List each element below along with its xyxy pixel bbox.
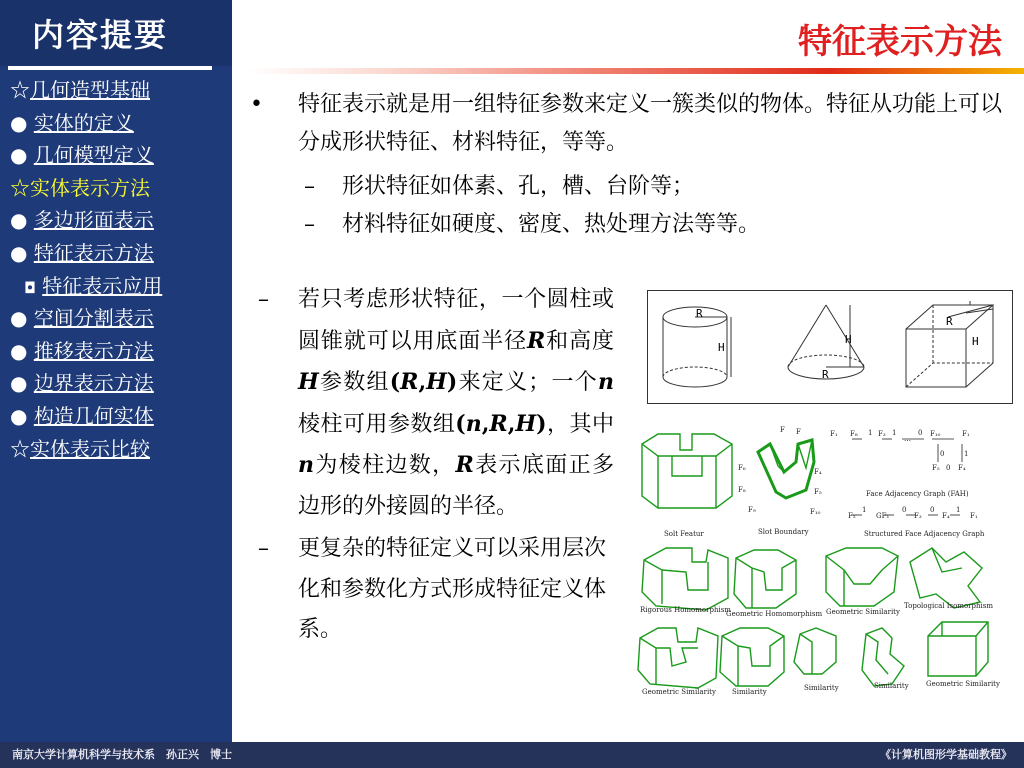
face-label: F₄ — [942, 512, 950, 520]
sidebar — [0, 0, 232, 742]
face-label: F₁ — [970, 512, 978, 520]
paren: ( — [455, 410, 466, 437]
box-bullet-icon: ◘ — [24, 278, 36, 297]
face-label: F₁ — [962, 430, 970, 438]
primitives-figure — [647, 290, 1013, 404]
edge-label: 0 — [902, 506, 907, 514]
sub-point-text: 材料特征如硬度、密度、热处理方法等等。 — [342, 212, 761, 237]
var-r: R — [489, 410, 508, 437]
edge-label: 1 — [956, 506, 961, 514]
sidebar-item-label: 几何模型定义 — [33, 143, 154, 168]
sidebar-item-label: 特征表示应用 — [42, 273, 163, 298]
bullet-icon: ● — [10, 208, 28, 233]
bullet-icon: ● — [10, 403, 28, 428]
text-run: 来定义；一个 — [457, 370, 598, 395]
sidebar-item-label: 空间分割表示 — [33, 306, 154, 331]
page-title: 特征表示方法 — [798, 22, 1002, 62]
face-label: F₅ — [932, 464, 940, 472]
var-r: R — [455, 452, 474, 478]
star-icon: ☆ — [10, 78, 30, 102]
bullet-icon: ● — [10, 371, 28, 396]
edge-label: 0 — [946, 464, 951, 472]
label-r: R — [946, 315, 953, 328]
text-run: 棱柱可用参数组 — [298, 411, 456, 437]
sidebar-item-label: 推移表示方法 — [33, 338, 154, 363]
complex-point-text: 更复杂的特征定义可以采用层次化和参数化方式形成特征定义体系。 — [298, 536, 607, 642]
title-underline — [248, 68, 1024, 74]
sidebar-item[interactable] — [10, 107, 162, 140]
comma: , — [481, 410, 490, 437]
face-label: F₄ — [958, 464, 966, 472]
caption-similarity: Similarity — [874, 682, 909, 690]
sidebar-item-label: 实体的定义 — [33, 110, 134, 135]
bullet-icon: ● — [10, 306, 28, 331]
caption-solid-feature: Solt Featur — [664, 530, 704, 538]
face-label: F — [796, 428, 801, 436]
sidebar-item-label: 边界表示方法 — [33, 371, 154, 396]
caption-geo-homo: Geometric Homomorphism — [726, 610, 823, 618]
face-label: F₆ — [738, 464, 746, 472]
sidebar-item-label: 实体表示方法 — [30, 175, 150, 200]
sidebar-item[interactable] — [10, 139, 162, 172]
complex-paragraph — [258, 529, 614, 651]
caption-geo-sim: Geometric Similarity — [926, 680, 1000, 688]
sidebar-item[interactable] — [10, 433, 162, 466]
var-n: n — [597, 369, 614, 395]
caption-rigorous: Rigorous Homomorphism — [640, 606, 731, 614]
dash-icon: – — [304, 212, 315, 237]
edge-label: 1 — [892, 429, 897, 437]
left-column — [258, 280, 614, 651]
bullet-icon: ● — [10, 143, 28, 168]
caption-similarity: Similarity — [732, 688, 767, 696]
sub-point — [304, 206, 760, 244]
label-h: H — [845, 333, 852, 346]
feature-diagram — [636, 422, 1016, 702]
face-label: GF₁ — [876, 512, 890, 520]
edge-label: 0 — [940, 450, 945, 458]
sidebar-item-label: 特征表示方法 — [33, 240, 154, 265]
var-n: n — [298, 452, 314, 478]
sub-points — [304, 168, 760, 244]
face-label: F₈ — [850, 430, 858, 438]
sidebar-header — [0, 0, 232, 66]
sidebar-item-label: 几何造型基础 — [30, 78, 150, 102]
var-n: n — [465, 410, 482, 437]
var-h: H — [298, 369, 319, 395]
caption-similarity: Similarity — [804, 684, 839, 692]
sidebar-item-label: 构造几何实体 — [33, 403, 154, 428]
sidebar-item[interactable] — [10, 270, 162, 303]
sidebar-nav — [10, 74, 162, 465]
text-run: 为棱柱边数， — [314, 453, 456, 478]
face-label: F₁₀ — [930, 430, 941, 438]
face-label: F₃ — [878, 430, 886, 438]
face-label: F₄ — [814, 468, 822, 476]
ellipsis: … — [904, 435, 911, 443]
bullet-icon: ● — [10, 338, 28, 363]
sidebar-item[interactable] — [10, 237, 162, 270]
star-icon: ☆ — [10, 436, 30, 461]
paren: ( — [389, 369, 401, 395]
face-label: F₂ — [848, 512, 856, 520]
var-h: H — [426, 369, 447, 395]
caption-sfag: Structured Face Adjacency Graph — [864, 530, 985, 538]
edge-label: 1 — [964, 450, 969, 458]
paren: ) — [446, 369, 458, 395]
label-h: H — [718, 341, 725, 354]
dash-icon: – — [258, 287, 269, 312]
text-run: 若只考虑形状特征，一个圆柱或圆锥就可以用底面半径 — [298, 287, 614, 354]
fag-caption: Face Adjacency Graph (FAH) — [866, 490, 969, 498]
text-run: 表示底面正多边形的外接圆的半径。 — [298, 453, 614, 519]
bullet-icon: ● — [10, 240, 28, 265]
comma: , — [418, 369, 427, 395]
sidebar-item[interactable] — [10, 204, 162, 237]
bullet-icon: ● — [10, 110, 28, 135]
sidebar-item[interactable] — [10, 367, 162, 400]
face-label: F₁ — [830, 430, 838, 438]
face-label: F₁₀ — [810, 508, 821, 516]
face-label: F₈ — [738, 486, 746, 494]
face-label: F₃ — [914, 512, 922, 520]
edge-label: 1 — [862, 506, 867, 514]
label-r: R — [696, 307, 703, 320]
sidebar-divider — [8, 66, 212, 70]
label-h: H — [972, 335, 979, 348]
label-r: R — [822, 368, 829, 381]
text-run: ，其中 — [546, 411, 614, 437]
bullet-icon: • — [250, 92, 263, 117]
caption-slot-boundary: Slot Boundary — [758, 528, 809, 536]
sidebar-item[interactable] — [10, 400, 162, 433]
text-run: 和高度 — [545, 328, 614, 354]
caption-geo-sim: Geometric Similarity — [642, 688, 716, 696]
main-point — [250, 86, 1010, 162]
edge-label: 0 — [930, 506, 935, 514]
caption-geo-sim: Geometric Similarity — [826, 608, 900, 616]
face-label: F — [780, 426, 785, 434]
caption-topo-iso: Topological Isomorphism — [904, 602, 993, 610]
var-h: H — [515, 410, 537, 437]
shape-paragraph — [258, 280, 614, 527]
star-icon: ☆ — [10, 175, 30, 200]
face-label: F₉ — [748, 506, 756, 514]
paren: ) — [536, 410, 547, 437]
var-r: R — [526, 327, 546, 354]
text-run: 参数组 — [318, 370, 390, 395]
sidebar-item-label: 多边形面表示 — [33, 208, 154, 233]
dash-icon: – — [258, 536, 269, 561]
face-label: F₅ — [814, 488, 822, 496]
sidebar-item[interactable] — [10, 335, 162, 368]
edge-label: 1 — [868, 429, 873, 437]
var-r: R — [400, 369, 419, 395]
sidebar-item[interactable] — [10, 302, 162, 335]
primitives-diagram — [648, 291, 1012, 403]
sidebar-item[interactable] — [10, 172, 162, 205]
edge-label: 0 — [918, 429, 923, 437]
footer-bar — [0, 742, 1024, 768]
sidebar-item-label: 实体表示比较 — [30, 436, 150, 461]
main-point-text: 特征表示就是用一组特征参数来定义一簇类似的物体。特征从功能上可以分成形状特征、材料特征，等等。 — [298, 92, 1003, 155]
footer-right: 《计算机图形学基础教程》 — [880, 748, 1012, 761]
footer-left: 南京大学计算机科学与技术系 孙正兴 博士 — [12, 748, 232, 761]
sidebar-title: 内容提要 — [32, 16, 169, 54]
sub-point — [304, 168, 760, 206]
dash-icon: – — [304, 174, 315, 199]
comma: , — [507, 410, 516, 437]
sub-point-text: 形状特征如体素、孔，槽、台阶等； — [342, 174, 695, 199]
sidebar-item[interactable] — [10, 74, 162, 107]
